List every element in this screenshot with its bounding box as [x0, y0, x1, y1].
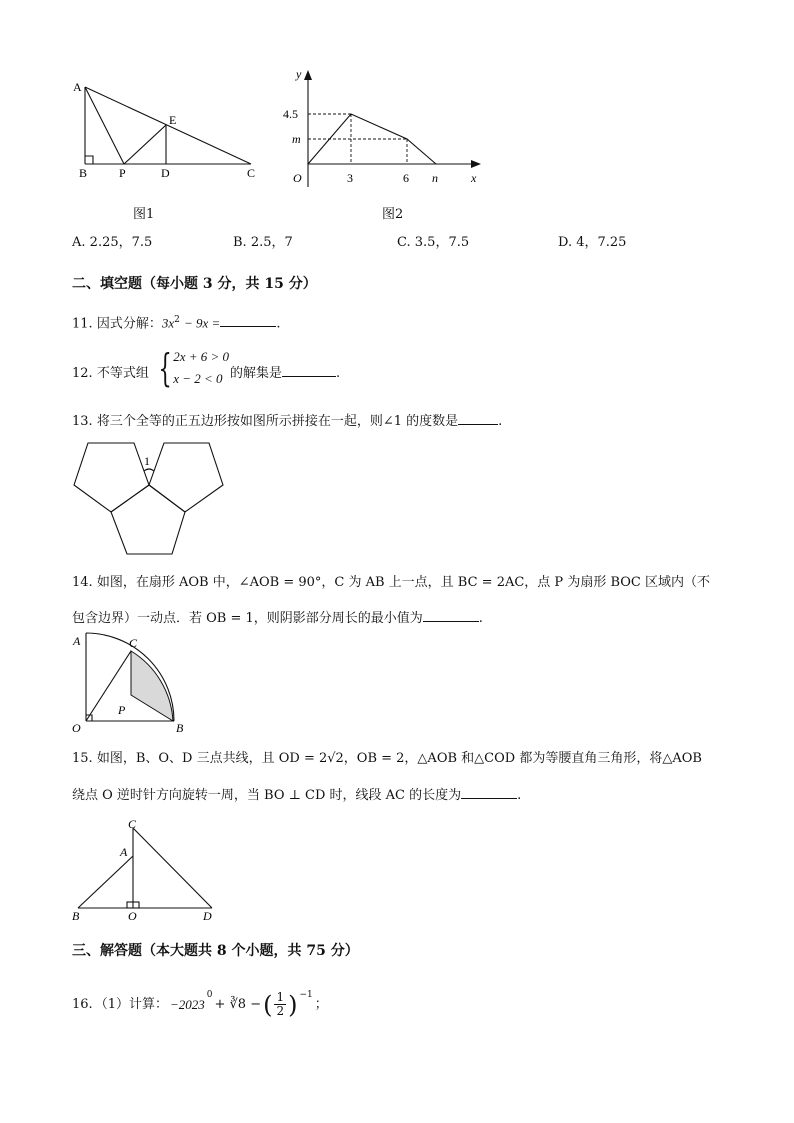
right-angle-mark [85, 156, 93, 164]
label-c: C [129, 636, 138, 650]
question-text: 如图，在扇形 AOB 中，∠AOB = 90°，C 为 AB 上一点，且 BC = 2AC，点 P 为扇形 BOC 区域内（不 [96, 575, 710, 590]
option-text: 4，7.25 [576, 235, 627, 250]
label-a: A [120, 845, 128, 859]
pentagon-figure [66, 438, 236, 560]
option-b [233, 236, 293, 249]
question-14-line-1 [72, 576, 710, 589]
y-axis-arrow [304, 70, 312, 80]
label-y: y [296, 67, 302, 81]
label-a: A [73, 80, 82, 94]
label-b: B [72, 909, 80, 923]
option-text: 2.25，7.5 [89, 235, 153, 250]
fraction-numerator: 1 [276, 990, 285, 1004]
label-b: B [79, 166, 88, 180]
question-text: 不等式组 [96, 366, 149, 381]
label-origin: O [293, 171, 302, 185]
question-12-suffix: 的解集是 . [230, 366, 341, 381]
segment-ba [78, 856, 133, 908]
exponent: 2 [174, 315, 180, 325]
label-m: m [292, 132, 301, 146]
question-text: 因式分解： [96, 316, 162, 332]
label-e: E [169, 113, 177, 127]
label-n: n [432, 171, 438, 185]
option-letter: D. [558, 235, 573, 250]
section-3-title: 三、解答题（本大题共 8 个小题，共 75 分） [72, 943, 359, 959]
inequality-row: x − 2 < 0 [173, 371, 223, 386]
answer-blank[interactable] [458, 424, 498, 425]
fraction [274, 991, 286, 1018]
inequality-system [153, 346, 230, 390]
question-number: 15. [72, 751, 93, 766]
expression: 3x [161, 315, 175, 331]
question-13: 13. 将三个全等的正五边形按如图所示拼接在一起，则∠1 的度数是 . [72, 414, 503, 429]
label-d: D [203, 909, 212, 923]
left-brace: { [158, 346, 172, 390]
figure-1 [66, 76, 266, 186]
question-text: 绕点 O 逆时针方向旋转一周，当 BO ⊥ CD 时，线段 AC 的长度为 [72, 788, 462, 803]
sector-figure [66, 632, 196, 737]
left-pentagon [74, 443, 149, 512]
question-14-line-2: 包含边界）一动点．若 OB = 1，则阴影部分周长的最小值为 . [72, 611, 483, 626]
answer-blank[interactable] [282, 376, 336, 377]
right-pentagon [149, 443, 223, 512]
label-4-5: 4.5 [283, 107, 298, 121]
question-15-line-1 [72, 752, 702, 765]
question-11: 11. 因式分解：$3x^2 - 9x$ = . [72, 315, 281, 332]
label-a: A [73, 634, 81, 648]
question-number: 12. [72, 366, 93, 381]
option-letter: C. [397, 235, 411, 250]
angle-label: 1 [144, 454, 150, 468]
figure-2 [278, 62, 488, 192]
option-letter: B. [233, 235, 247, 250]
question-number: 14. [72, 575, 93, 590]
answer-blank[interactable] [461, 798, 517, 799]
question-16: 16. （1）计算： −2023 $^0$ + ∛8 − ( $\frac{1}{2}$ ) $^{-1}$ ； [72, 990, 328, 1019]
label-x: x [471, 171, 477, 185]
segment-cd [133, 828, 212, 908]
option-letter: A. [72, 235, 86, 250]
figure-2-caption: 图2 [382, 207, 404, 222]
question-12-prefix [72, 367, 149, 380]
question-text: 包含边界）一动点．若 OB = 1，则阴影部分周长的最小值为 [72, 611, 423, 626]
answer-blank[interactable] [423, 621, 479, 622]
expression: − 9x = [184, 315, 221, 331]
expression: + ∛8 − [214, 997, 262, 1013]
section-2-title: 二、填空题（每小题 3 分，共 15 分） [72, 276, 317, 292]
question-text: （1）计算： [94, 997, 168, 1013]
function-graph [308, 114, 436, 164]
answer-blank[interactable] [220, 326, 276, 327]
triangles-figure [66, 816, 226, 926]
question-15-line-2: 绕点 O 逆时针方向旋转一周，当 BO ⊥ CD 时，线段 AC 的长度为 . [72, 788, 522, 803]
expression: −2023 [169, 997, 205, 1013]
segment-pe [124, 125, 166, 164]
question-text: 如图，B、O、D 三点共线，且 OD = 2√2，OB = 2，△AOB 和△COD 都为等腰直角三角形，将△AOB [96, 751, 702, 766]
label-p: P [119, 166, 126, 180]
option-a [72, 236, 152, 249]
option-d [558, 236, 626, 249]
label-o: O [72, 721, 81, 735]
label-o: O [128, 909, 137, 923]
label-p: P [118, 703, 126, 717]
question-text: 将三个全等的正五边形按如图所示拼接在一起，则∠1 的度数是 [96, 414, 459, 429]
exponent: 0 [206, 990, 213, 1000]
label-d: D [161, 166, 170, 180]
label-c: C [247, 166, 256, 180]
label-6: 6 [403, 171, 409, 185]
option-text: 2.5，7 [250, 235, 293, 250]
bottom-pentagon [111, 485, 185, 554]
inequality-row: 2x + 6 > 0 [173, 349, 230, 364]
question-number: 13. [72, 414, 93, 429]
question-number: 11. [72, 316, 93, 332]
option-text: 3.5，7.5 [414, 235, 470, 250]
figure-1-caption: 图1 [133, 207, 155, 222]
segment-ac [85, 87, 251, 164]
fraction-denominator: 2 [276, 1004, 285, 1019]
angle-1-arc [144, 469, 154, 471]
label-c: C [128, 817, 137, 831]
question-number: 16. [72, 997, 93, 1013]
label-3: 3 [347, 171, 353, 185]
option-c [397, 236, 469, 249]
segment-ap [85, 87, 124, 164]
exponent: −1 [299, 990, 313, 1000]
label-b: B [176, 721, 184, 735]
x-axis-arrow [471, 160, 481, 168]
